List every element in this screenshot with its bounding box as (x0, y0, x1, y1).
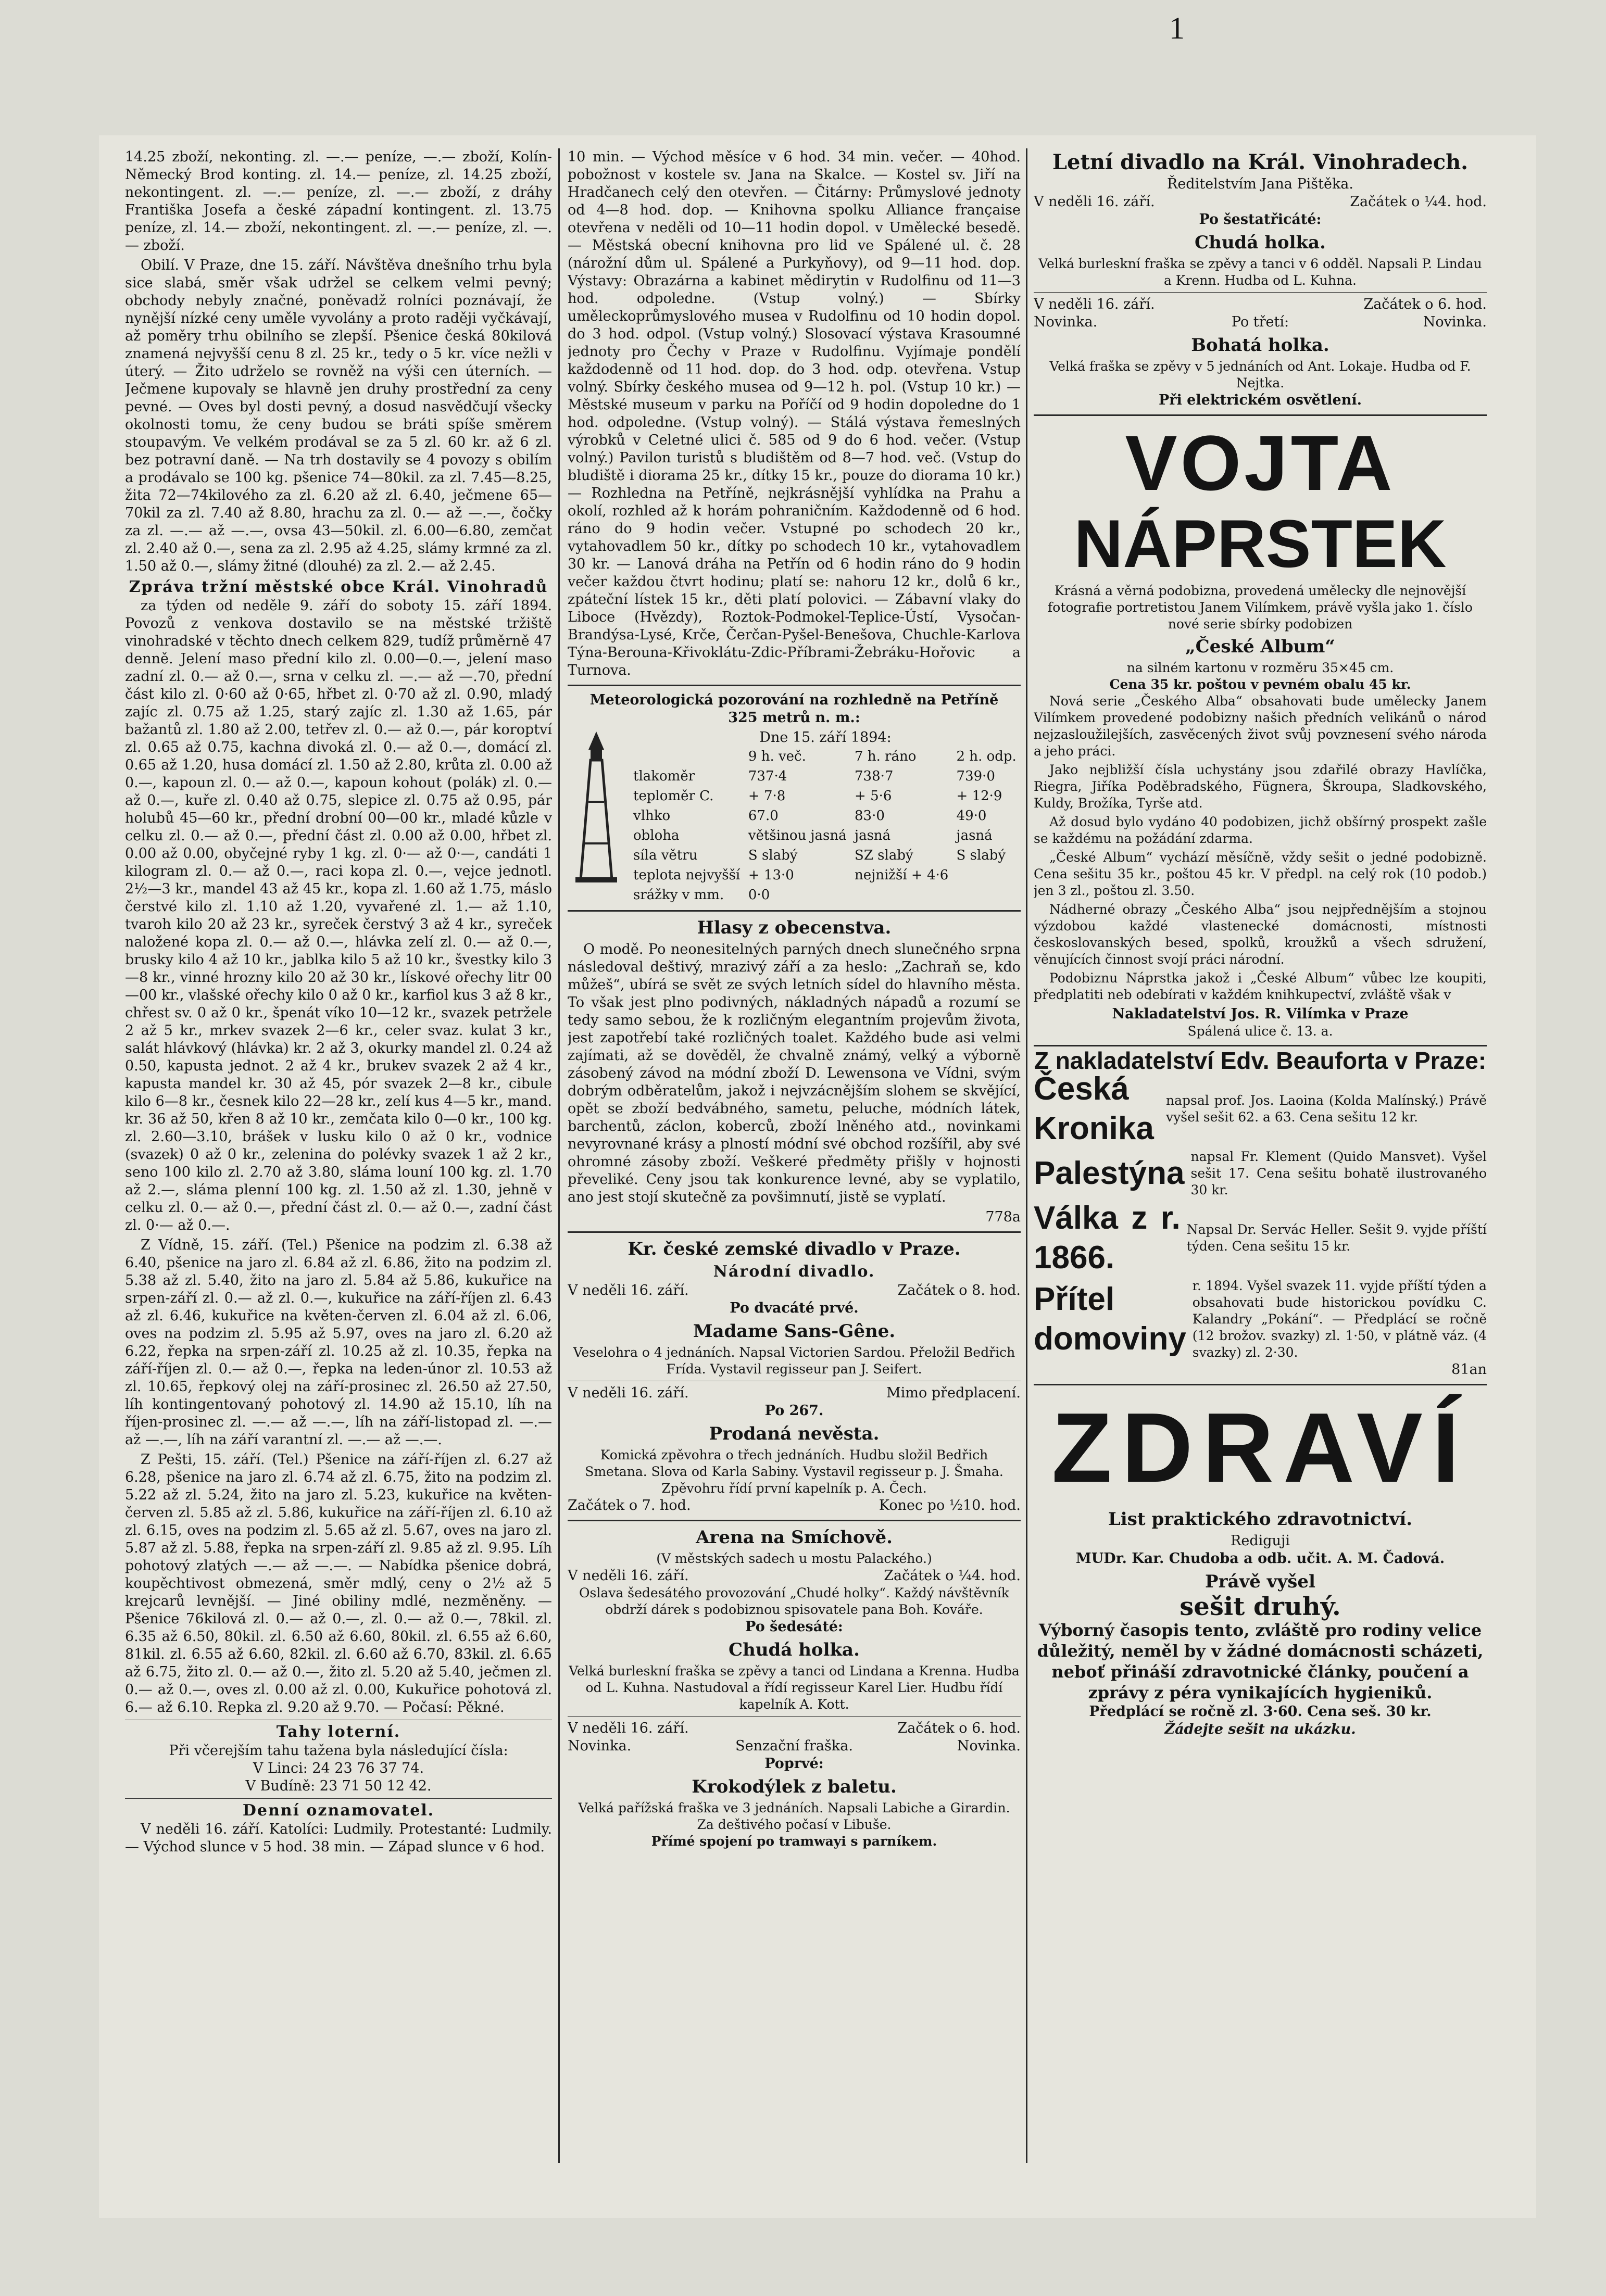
show-name: Bohatá holka. (1191, 335, 1329, 356)
album-paragraph: Až dosud bylo vydáno 40 podobizen, jichž obšírný prospekt zašle se každému na požádání zdarma. (1034, 814, 1487, 846)
book-title: Česká Kronika (1034, 1071, 1154, 1146)
lottery-linz: V Linci: 24 23 76 37 74. (253, 1760, 424, 1776)
meteo-head: 2 h. odp. (956, 749, 1017, 764)
show-date: V neděli 16. září. (1034, 194, 1155, 210)
voices-text: O modě. Po neonesitelných parných dnech slunečného srpna následoval deštivý, mrazivý září a za heslo: „Zachraň se, kdo můžeš“, ubírá se svět ze svých letních sídel do hlavního města. To však jest plno podivných, nákladných nápadů a rozumí se tedy samo sebou, že k rozličným elegantním projevům života, jest zapotřebí také rozličných toalet. Každého bude asi velmi zajímati, až se dověděl, že chvalně známý, velký a výborně zásobený závod na módní zboží D. Lewensona ve Vídni, svým dobrým odběratelům, jakož i nejvzácnějším slohem se skvějící, opět se zboží bedvábného, sametu, peluche, módních látek, barchentů, záclon, koberců, zboží lněného atd., novinkami nevyrovnané krásy a plností módní své obchod rozšířil, aby své ohromné zásoby zboží. Veškeré předměty přišly v hojnosti převeliké. Ceny jsou tak konkurence levné, aby se vyplatilo, ano jest stojí skutečně za povšimnutí, jistě se vyplatí. (568, 941, 1021, 1205)
voices-number: 778a (985, 1209, 1021, 1225)
album-paragraph: Jako nejbližší čísla uchystány jsou zdařilé obrazy Havlíčka, Riegra, Jiříka Poděbradského, Fügnera, Škroupa, Sladkovského, Kuldy, Brožíka, Tyrše atd. (1034, 762, 1487, 811)
zdravi-title: ZDRAVÍ (1051, 1393, 1469, 1503)
zdravi-issue: sešit druhý. (1180, 1592, 1341, 1621)
table-row: vlhko 67.0 83·0 49·0 (633, 808, 987, 824)
grain-report: Obilí. V Praze, dne 15. září. Návštěva dnešního trhu byla sice slabá, směr však udržel se celkem velmi pevný; obchody nebyly značné, poněvadž rolníci poznávají, že nynější nízké ceny uměle vyvolány a proto raději vyčkávají, až poměry trhu obilního se zlepší. Pšenice česká 80kilová znamená nejvyšší cenu 8 zl. 25 kr., tedy o 5 kr. více nežli v úterý. — Žito udrželo se rovněž na výši cen úterních. — Ječmene kupovaly se hlavně jen druhy prostřední za ceny pevné. — Oves byl dosti pevný, a dosud nasvědčují všecky okolnosti tomu, že ceny budou se bráti spíše směrem stoupavým. Ve velkém prodával se za 5 zl. 60 kr. až 6 zl. bez potravní daně. — Na trh dostavily se 4 povozy s obilím a prodávalo se 100 kg. pšenice 74—80kil. za zl. 7.45—8.25, žita 72—74kilového za zl. 6.20 až zl. 6.40, ječmene 65—70kil za zl. 7.40 až 8.80, hrachu za zl. 0.— až —.—, čočky za zl. —.— až —.—, ovsa 43—50kil. zl. 6.00—6.80, zemčat zl. 2.40 až 0.—, sena za zl. 2.95 až 4.25, slámy krmné za zl. 1.50 až 0.—, slámy žitné (dlouhé) za zl. 2.— až 2.45. (125, 257, 552, 574)
zdravi-editors-label: Rediguji (1231, 1533, 1290, 1549)
daily-title: Denní oznamovatel. (242, 1801, 435, 1820)
show-run: Po dvacáté prvé. (730, 1300, 859, 1316)
show-note: Novinka. (568, 1738, 632, 1754)
theatre-title: Kr. české zemské divadlo v Praze. (628, 1239, 961, 1259)
summer-theatre-title: Letní divadlo na Král. Vinohradech. (1052, 150, 1469, 174)
show-time: Začátek o 6. hod. (897, 1720, 1021, 1736)
tower-icon (568, 729, 625, 885)
meteo-title: Meteorologická pozorování na rozhledně na Petříně (589, 692, 999, 708)
show-name: Krokodýlek z baletu. (692, 1776, 897, 1797)
ad-number: 81an (1451, 1361, 1487, 1378)
show-date: V neděli 16. září. (1034, 296, 1155, 312)
arena-title: Arena na Smíchově. (696, 1527, 893, 1548)
meteo-date: Dne 15. září 1894: (759, 729, 892, 746)
column-rule (1026, 148, 1027, 2163)
show-note: Senzační fraška. (735, 1738, 853, 1754)
show-name: Chudá holka. (1195, 232, 1326, 253)
lottery-title: Tahy loterní. (276, 1723, 401, 1741)
album-paragraph: „České Album“ vychází měsíčně, vždy sešit o jedné podobizně. Cena sešitu 35 kr., poštou 45 kr. V předpl. na celý rok (10 podob.) jen 3 zl., poštou zl. 3.50. (1034, 850, 1487, 898)
intro-paragraph: 14.25 zboží, nekonting. zl. —.— peníze, —.— zboží, Kolín-Německý Brod konting. zl. 14.— peníze, zl. 14.25 zboží, nekontingent. zl. —.— peníze, zl. —.— zboží, z dráhy Františka Josefa a české západní kontingent. zl. 13.75 peníze, zl. 14.— zboží, nekontingent. zl. —.— peníze, zl. —.— zboží. (125, 149, 552, 254)
summer-theatre-director: Ředitelstvím Jana Pištěka. (1167, 176, 1353, 192)
tram-note: Přímé spojení po tramwayi s parníkem. (651, 1834, 937, 1849)
book-desc: napsal Fr. Klement (Quido Mansvet). Vyšel sešit 17. Cena sešitu bohatě ilustrovaného 30 kr. (1190, 1149, 1487, 1197)
zdravi-price: Předplácí se ročně zl. 3·60. Cena seš. 30 kr. (1089, 1704, 1432, 1720)
show-date: V neděli 16. září. (568, 1385, 689, 1401)
show-note: Novinka. (957, 1738, 1021, 1754)
album-format: na silném kartonu v rozměru 35×45 cm. (1126, 660, 1394, 675)
show-name: Madame Sans-Gêne. (693, 1321, 896, 1342)
zdravi-just-out: Právě vyšel (1205, 1571, 1315, 1592)
rain-note: Za deštivého počasí v Libuše. (697, 1817, 892, 1832)
album-paragraph: Nádherné obrazy „Českého Alba“ jsou nejpřednějším a stojnou výzdobou každé vlastenecké domácnosti, místnosti českoslovanských besed, spolků, kroužků a všech sdružení, věnujících činnost svojí práci národní. (1034, 902, 1487, 967)
events-text: 10 min. — Východ měsíce v 6 hod. 34 min. večer. — 40hod. pobožnost v kostele sv. Jana na Skalce. — Kostel sv. Jiří na Hradčanech celý den otevřen. — Čitárny: Průmyslové jednoty od 4—8 hod. dop. — Knihovna spolku Alliance française otevřena v neděli od 10—11 hodin dopol. v Umělecké besedě. — Městská obecní knihovna pro lid ve Spálené ul. č. 28 (nárožní dům ul. Spálené a Purkyňovy), od 9—11 hod. dop. Výstavy: Obrazárna a kabinet mědirytin v Rudolfinu od 11—3 hod. odpoledne. (Vstup volný.) — Sbírky uměleckoprůmyslového musea v Rudolfinu od 10 hodin dopol. do 3 hod. odpol. (Vstup volný.) Slosovací výstava Krasoumné jednoty pro Čechy v Praze v Rudolfinu. Vyjímaje pondělí každodenně od 11 hod. dop. do 3 hod. odp. otevřena. Vstup volný. Sbírky českého musea od 9—12 h. pol. (Vstup 10 kr.) — Městské museum v parku na Poříčí od 9 hodin dopoledne do 1 hod. odpoledne. (Vstup volný). — Stálá výstava řemeslných výrobků v Celetné ulici č. 585 od 9 do 6 hod. večer. (Vstup volný.) Pavilon turistů s bludištěm od 8—7 hod. več. (Vstup do bludiště i diorama 25 kr., dítky 15 kr., pouze do diorama 10 kr.) — Rozhledna na Petříně, nejkrásnější vyhlídka na Prahu a okolí, rozhled až k horám pohraničním. Každodenně od 6 hod. ráno do 9 hodin večer. Vstupné po schodech 20 kr., vytahovadlem 50 kr., dítky po schodech 10 kr., vytahovadlem 30 kr. — Lanová dráha na Petřín od 6 hodin ráno do 9 hodin večer každou čtvrt hodinu; platí se: nahoru 12 kr., dolů 6 kr., zpáteční lístek 15 kr., děti platí polovici. — Zábavní vlaky do Liboce (Hvězdy), Roztok-Podmokel-Teplice-Ústí, Vysočan-Brandýsa-Lysé, Krče, Čerčan-Pyšel-Benešova, Chuchle-Karlova Týna-Berouna-Křivoklátu-Zdic-Příbrami-Žebráku-Hořovic a Turnova. (568, 149, 1021, 678)
show-desc: Velká burleskní fraška se zpěvy a tanci v 6 odděl. Napsali P. Lindau a Krenn. Hudba od L. Kuhna. (1038, 256, 1482, 288)
arena-subtitle: (V městských sadech u mostu Palackého.) (656, 1551, 932, 1566)
show-note: Novinka. (1423, 314, 1487, 330)
pest-report: Z Pešti, 15. září. (Tel.) Pšenice na září-říjen zl. 6.27 až 6.28, pšenice na jaro zl. 6.74 až zl. 6.75, žito na podzim zl. 5.22 až zl. 5.24, žito na jaro zl. 5.23, kukuřice na květen-červen zl. 5.85 až zl. 5.86, kukuřice na září-říjen zl. 6.10 až zl. 6.15, oves na podzim zl. 5.65 až zl. 5.67, oves na jaro zl. 5.87 až zl. 5.88, řepka na srpen-září zl. 9.85 až zl. 9.95. Líh pohotový zlatých —.— až —.—. — Nabídka pšenice dobrá, koupěchtivost obmezená, směr mdlý, ceny o 2½ až 5 krejcarů levnější. — Jiné obiliny mdlé, nezměněny. — Pšenice 76kilová zl. 0.— až 0.—, zl. 0.— až 0.—, 78kil. zl. 6.35 až 6.50, 80kil. zl. 6.50 až 6.60, 80kil. zl. 6.55 až 6.60, 81kil. zl. 6.55 až 6.60, 82kil. zl. 6.60 až 6.70, 83kil. zl. 6.65 až 6.75, žito zl. 0.— až 0.—, žito zl. 5.20 až 5.40, ječmen zl. 0.— až 0.—, oves zl. 0.00 až zl. 0.00, Kukuřice pohotová zl. 6.— až 6.10. Repka zl. 9.20 až 9.70. — Počasí: Pěkné. (125, 1452, 552, 1715)
meteo-block (568, 729, 1021, 905)
lottery-subtitle: Při včerejším tahu tažena byla následující čísla: (169, 1743, 508, 1759)
poster-name-last: NÁPRSTEK (1074, 506, 1447, 582)
meteo-table (630, 747, 1021, 905)
market-report-title: Zpráva tržní městské obce Král. Vinohradů (129, 578, 548, 596)
zdravi-editors: MUDr. Kar. Chudoba a odb. učit. A. M. Čadová. (1075, 1550, 1445, 1567)
album-title: „České Album“ (1185, 636, 1335, 657)
show-run: Po šedesáté: (745, 1619, 843, 1635)
lottery-buda: V Budíně: 23 71 50 12 42. (245, 1778, 432, 1794)
show-desc: Velká pařížská fraška ve 3 jednáních. Napsali Labiche a Girardin. (578, 1800, 1010, 1815)
poster-name-first: VOJTA (1125, 419, 1396, 507)
album-paragraph: Nová serie „Českého Alba“ obsahovati bude umělecky Janem Vilímkem provedené podobizny našich předních velikánů o národ nejzasloužilejších, zasvěcených život svůj povznesení svého národa a jeho práci. (1034, 693, 1487, 759)
meteo-head (630, 747, 745, 766)
theatre-subtitle: Národní divadlo. (713, 1263, 875, 1281)
show-date: V neděli 16. září. (568, 1720, 689, 1736)
publisher-name: Nakladatelství Jos. R. Vilímka v Praze (1112, 1006, 1409, 1022)
table-row: srážky v mm. 0·0 (633, 887, 770, 903)
show-name: Prodaná nevěsta. (709, 1423, 880, 1444)
show-date: V neděli 16. září. (568, 1282, 689, 1298)
show-run: Poprvé: (764, 1756, 824, 1772)
book-desc: napsal prof. Jos. Laoina (Kolda Malínský.) Právě vyšel sešit 62. a 63. Cena sešitu 12 kr. (1166, 1093, 1487, 1125)
show-time: Začátek o 7. hod. (568, 1497, 691, 1513)
album-paragraph: Podobiznu Náprstka jakož i „České Album“ vůbec lze koupiti, předplatiti neb odebírati v každém knihkupectví, zvláště však v (1034, 970, 1487, 1002)
show-date: V neděli 16. září. (568, 1568, 689, 1584)
zdravi-desc: Výborný časopis tento, zvláště pro rodiny velice důležitý, neměl by v žádné domácnosti scházeti, neboť přináší zdravotnické články, poučení a zprávy z péra vynikajících hygieniků. (1037, 1620, 1484, 1702)
table-row: obloha většinou jasná jasná jasná (633, 828, 993, 843)
show-desc: Veselohra o 4 jednáních. Napsal Victorien Sardou. Přeložil Bedřich Frída. Vystavil regisseur pan J. Seifert. (573, 1345, 1015, 1377)
meteo-head: 9 h. več. (748, 749, 806, 764)
show-time: Začátek o 6. hod. (1363, 296, 1487, 312)
show-end: Konec po ½10. hod. (879, 1497, 1021, 1513)
book-title: Palestýna (1034, 1155, 1185, 1191)
meteo-subtitle: 325 metrů n. m.: (728, 710, 860, 726)
column-rule (558, 148, 560, 2163)
show-desc: Komická zpěvohra o třech jednáních. Hudbu složil Bedřich Smetana. Slova od Karla Sabiny. Vystavil regisseur p. J. Šmaha. Zpěvohru řídí první kapelník p. A. Čech. (585, 1447, 1003, 1496)
show-time: Začátek o ¼4. hod. (884, 1568, 1021, 1584)
publisher-address: Spálená ulice č. 13. a. (1187, 1024, 1333, 1039)
vienna-report: Z Vídně, 15. září. (Tel.) Pšenice na podzim zl. 6.38 až 6.40, pšenice na jaro zl. 6.84 až zl. 6.86, žito na podzim zl. 5.38 až zl. 5.40, žito na jaro zl. 5.84 až 5.86, kukuřice na srpen-září zl. 0.— až zl. 0.—, kukuřice na září-říjen zl. 6.43 až zl. 6.46, kukuřice na květen-červen zl. 6.04 až zl. 6.06, oves na podzim zl. 5.95 až 5.97, oves na jaro zl. 6.20 až 6.22, řepka na srpen-září zl. 10.25 až zl. 10.35, řepka na září-říjen zl. 0.— až 0.—, řepka na leden-únor zl. 10.53 až zl. 10.65, řepkový olej na září-prosinec zl. 26.50 až 27.50, líh kontingentovaný pohotový zl. 14.90 až 15.10, líh na říjen-prosinec zl. —.— až —.—, líh na září-listopad zl. —.— až —.—, líh na září varantní zl. —.— až —.—. (125, 1237, 552, 1448)
daily-text: V neděli 16. září. Katolíci: Ludmily. Protestanté: Ludmily. — Východ slunce v 5 hod. 38 min. — Západ slunce v 6 hod. (125, 1821, 552, 1855)
voices-title: Hlasy z obecenstva. (697, 917, 892, 938)
show-time: Začátek o ¼4. hod. (1350, 194, 1487, 210)
book-title: Přítel domoviny (1034, 1281, 1186, 1357)
table-row: teplota nejvyšší + 13·0 nejnižší + 4·6 (633, 867, 949, 883)
show-run: Po šestatřicáté: (1199, 211, 1322, 228)
show-desc: Velká burleskní fraška se zpěvy a tanci od Lindana a Krenna. Hudba od L. Kuhna. Nastudoval a řídí regisseur Karel Lier. Hudbu řídí kapelník A. Kott. (569, 1663, 1020, 1712)
show-name: Chudá holka. (729, 1639, 860, 1660)
beaufort-title: Z nakladatelství Edv. Beauforta v Praze: (1034, 1047, 1487, 1074)
book-desc: r. 1894. Vyšel svazek 11. vyjde příští týden a obsahovati bude historickou povídku C. Kalandry „Pokání“. — Předplácí se ročně (12 brožov. svazky) zl. 1·50, v plátně váz. (4 svazky) zl. 2·30. (1192, 1278, 1487, 1360)
market-report-text: za týden od neděle 9. září do soboty 15. září 1894. Povozů z venkova dostavilo se na městské tržiště vinohradské v těchto dnech celkem 829, tudíž průměrně 47 denně. Jelení maso přední kilo zl. 0.00—0.—, jelení maso zadní zl. 0.— až 0.—, srna v celku zl. —.— až —.70, přední část kilo zl. 0·60 až 0·65, hřbet zl. 0·70 až zl. 0.90, mladý zajíc zl. 0.75 až 1.25, starý zajíc zl. 1.30 až 1.65, pár bažantů zl. 1.80 až 2.00, tetřev zl. 0.— až 0.—, pár koroptví zl. 0.65 až 0.75, kachna divoká zl. 0.— až 0.—, domácí zl. 0.65 až 1.20, husa domácí zl. 1.50 až 2.80, krůta zl. 0.00 až 0.—, kapoun zl. 0.— až 0.—, kapoun kohout (polák) zl. 0.— až 0.—, kuře zl. 0.40 až 0.75, slepice zl. 0.75 až 0.95, pár holubů 45—60 kr., přední drobní 00—00 kr., mladé kůzle v celku zl. 0.— až 0.—, přední část zl. 0.00 až 0.00, hřbet zl. 0.00 až 0.00, obyčejné ryby 1 kg. zl. 0·— až 0·—, candáti 1 kilogram zl. 0.— až 0.—, raci kopa zl. 0.—, vejce jednotl. 2½—3 kr., mandel 43 až 45 kr., kopa zl. 1.60 až 1.75, máslo čerstvé kilo zl. 1.10 až 1.20, vyvařené zl. 1.— až 1.10, tvaroh kilo 20 až 23 kr., syreček čerstvý 3 až 4 kr., syreček naložené kopa zl. 0.— až 0.—, hlávka zelí zl. 0.— až 0.—, brusky kilo 4 až 10 kr., jablka kilo 5 až 10 kr., švestky kilo 3—8 kr., vinné hrozny kilo 20 až 30 kr., lískové ořechy litr 00—00 kr., vlašské ořechy kilo 0 až 0 kr., karfiol kus 3 až 8 kr., chřest sv. 0 až 0 kr., špenát víko 10—12 kr., svazek petržele 2 až 5 kr., mrkev svazek 2—6 kr., celer svaz. kulat 3 kr., salát hlávkový (hlávka) kr. 2 až 3, okurky mandel zl. 0.24 až 0.50, kapusta jednot. 2 až 4 kr., brukev svazek 2 až 4 kr., kapusta mandel kr. 30 až 45, pór svazek 2—8 kr., cibule kilo 6—8 kr., česnek kilo 22—28 kr., zelí kus 4—5 kr., mand. kr. 36 až 50, křen 8 až 10 kr., zemčata kilo 0—0 kr., 100 kg. zl. 2.60—3.10, brášek v lusku kilo 0 až 0 kr., vodnice (svazek) 0 až 0 kr., zelenina do polévky svazek 1 až 2 kr., seno 100 kilo zl. 2.70 až 3.80, sláma louní 100 kg. zl. 1.70 až 2.—, sláma plenní 100 kg. zl. 1.50 až zl. 1.30, jehně v celku zl. 0.— až 0.—, přední část zl. 0.— až 0.—, zadní část zl. 0·— až 0.—. (125, 598, 552, 1233)
show-desc: Oslava šedesátého provozování „Chudé holky“. Každý návštěvník obdrží dárek s podobiznou spisovatele pana Boh. Kováře. (579, 1585, 1009, 1617)
show-note: Novinka. (1034, 314, 1098, 330)
zdravi-subtitle: List praktického zdravotnictví. (1108, 1509, 1413, 1530)
lighting-note: Při elektrickém osvětlení. (1158, 392, 1362, 408)
table-row: teploměr C. + 7·8 + 5·6 + 12·9 (633, 788, 1002, 804)
table-row: tlakoměr 737·4 738·7 739·0 (633, 768, 995, 784)
column-events-theatre (568, 148, 1021, 2163)
show-note: Po třetí: (1231, 314, 1289, 330)
column-market-reports (125, 148, 552, 2163)
show-note: Mimo předplacení. (886, 1385, 1021, 1401)
show-desc: Velká fraška se zpěvy v 5 jednáních od Ant. Lokaje. Hudba od F. Nejtka. (1049, 359, 1471, 390)
show-run: Po 267. (764, 1403, 824, 1419)
meteo-head: 7 h. ráno (855, 749, 917, 764)
album-price: Cena 35 kr. poštou v pevném obalu 45 kr. (1109, 677, 1411, 692)
zdravi-sample: Žádejte sešit na ukázku. (1164, 1721, 1356, 1737)
corner-mark: 1 (1169, 11, 1185, 45)
book-desc: Napsal Dr. Servác Heller. Sešit 9. vyjde příští týden. Cena sešitu 15 kr. (1186, 1222, 1487, 1254)
portrait-desc: Krásná a věrná podobizna, provedená umělecky dle nejnovější fotografie portretistou Janem Vilímkem, právě vyšla jako 1. číslo nové serie sbírky podobizen (1048, 583, 1473, 632)
table-row: síla větru S slabý SZ slabý S slabý (633, 848, 1006, 863)
book-title: Válka z r. 1866. (1034, 1200, 1181, 1276)
show-time: Začátek o 8. hod. (897, 1282, 1021, 1298)
column-advertisements (1034, 148, 1487, 2163)
